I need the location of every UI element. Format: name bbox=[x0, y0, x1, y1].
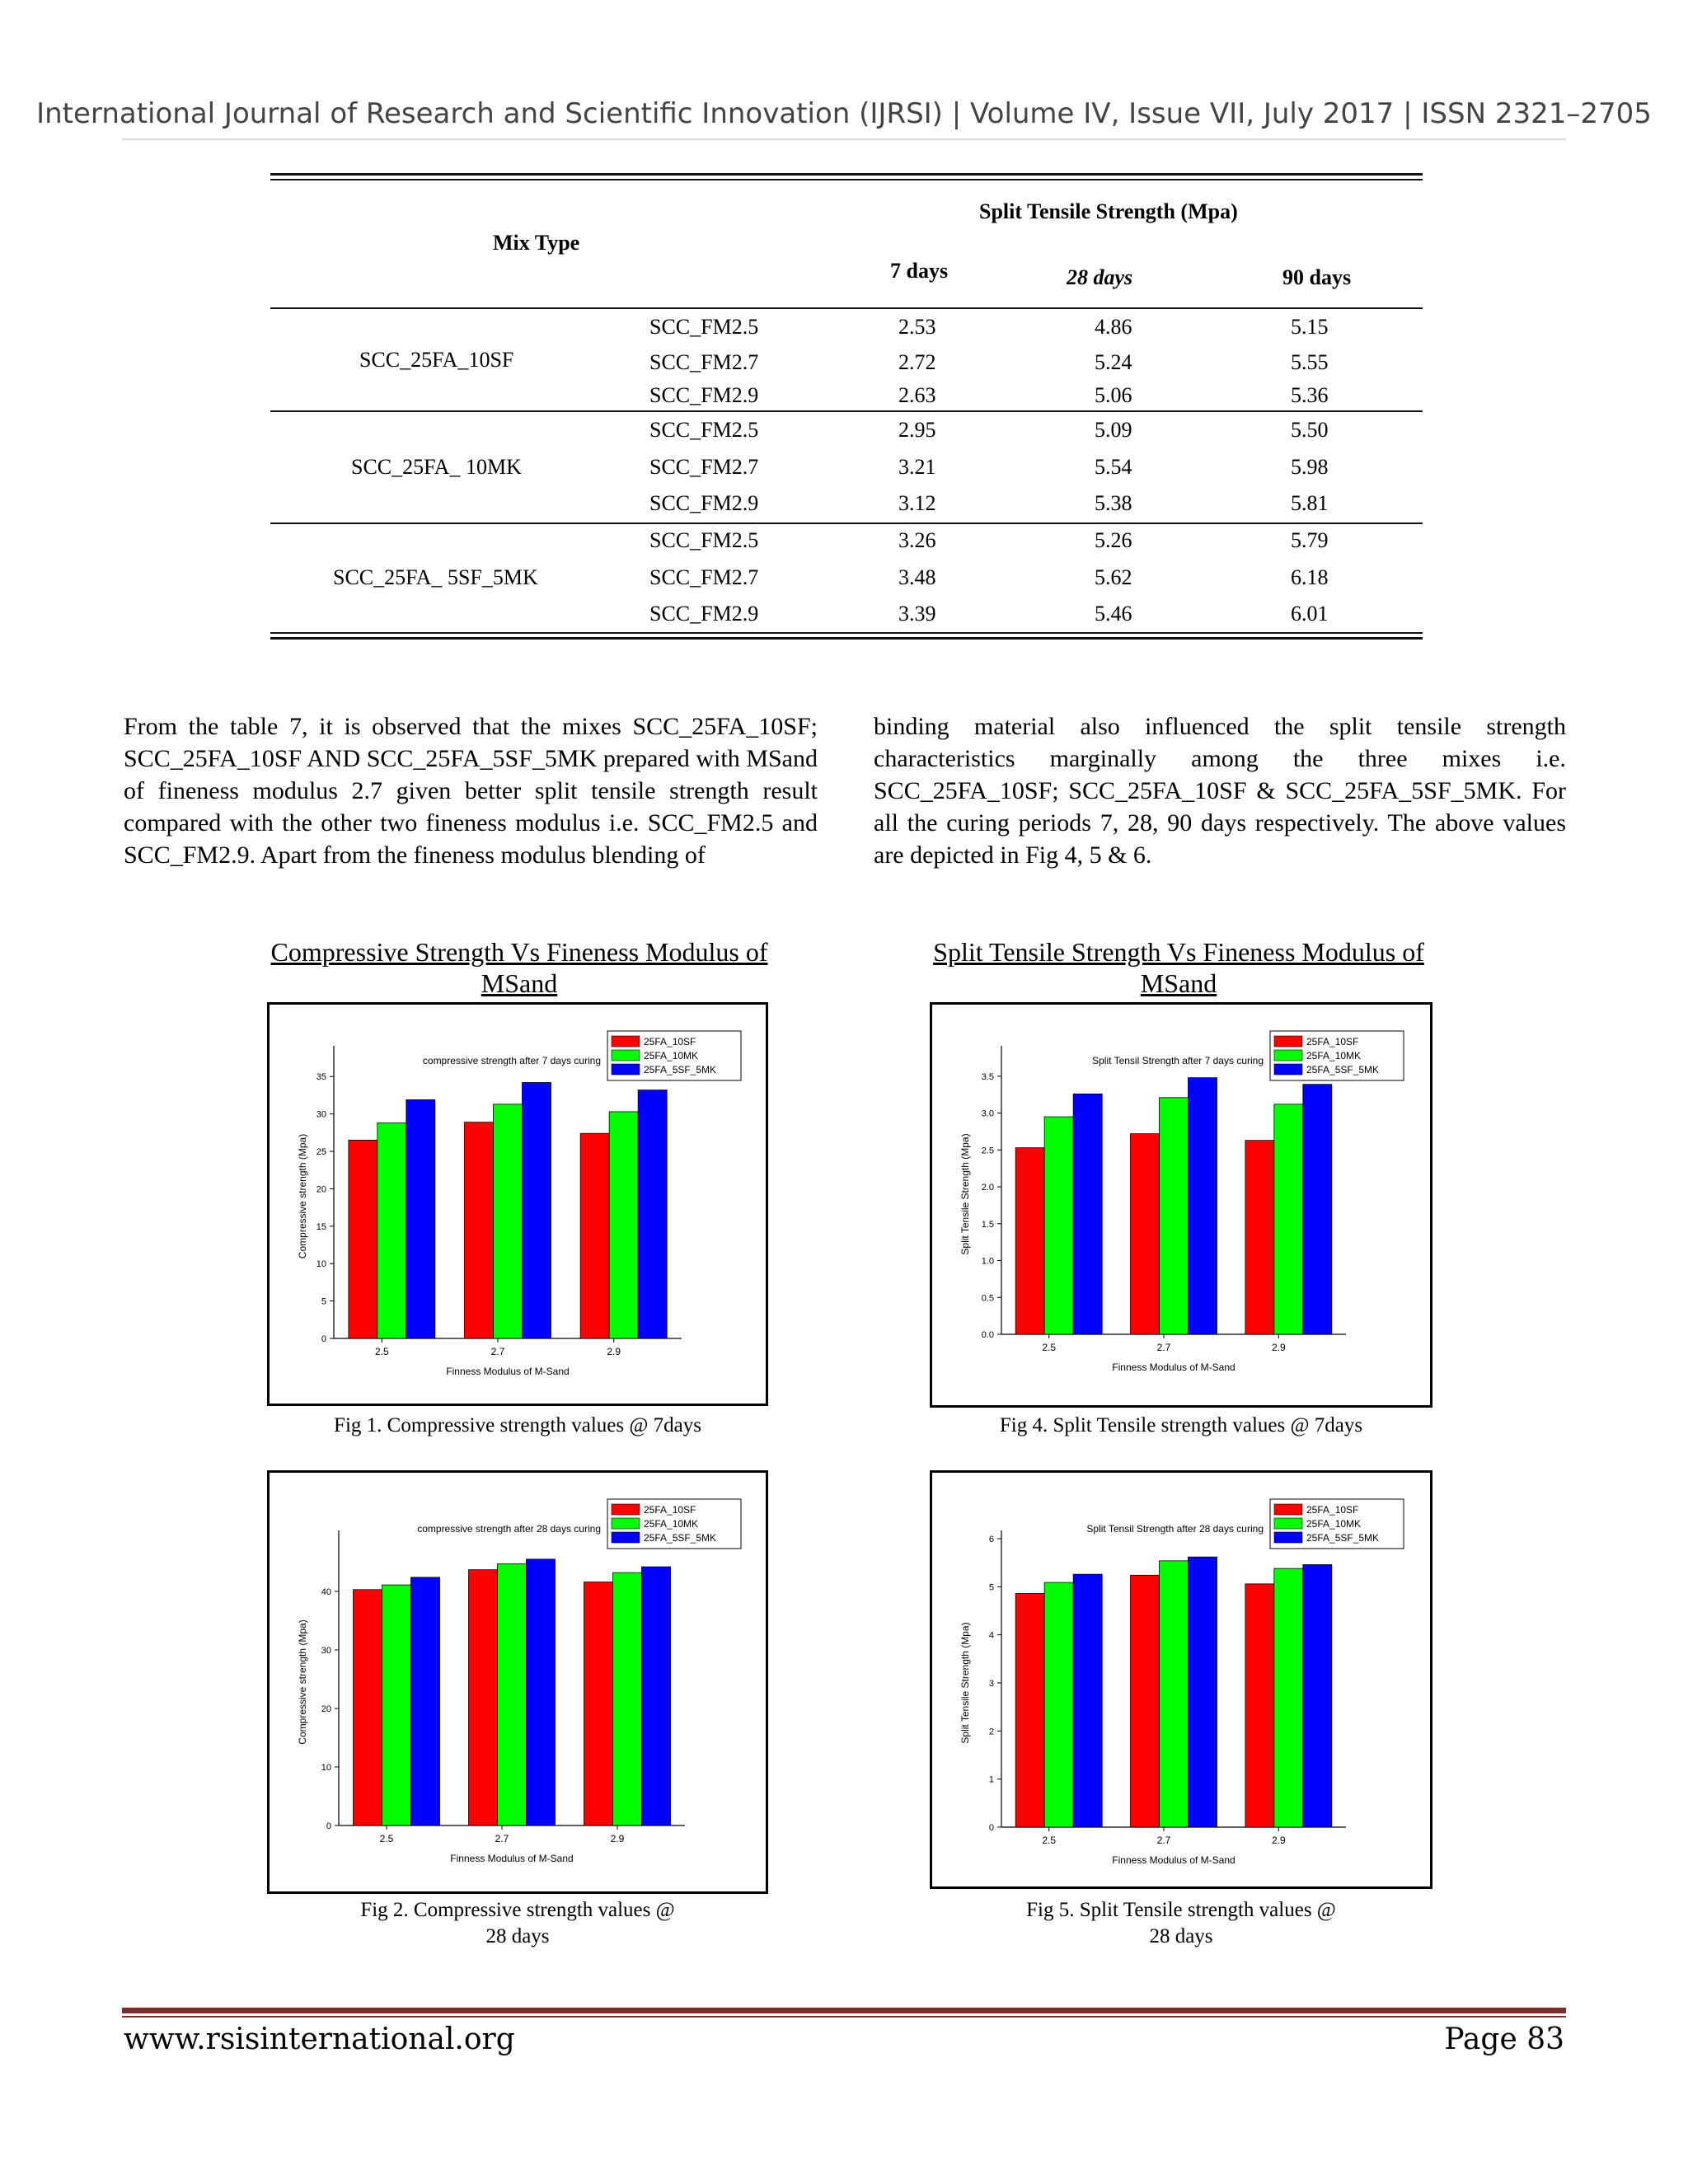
caption-fig2-line1: Fig 2. Compressive strength values @ bbox=[360, 1899, 675, 1921]
legend-swatch bbox=[1274, 1036, 1302, 1047]
y-axis-label: Split Tensile Strength (Mpa) bbox=[959, 1133, 971, 1255]
row-7d: 3.21 bbox=[898, 455, 936, 479]
bar-25fa_10mk-2.7 bbox=[1160, 1561, 1189, 1827]
x-tick-label: 2.7 bbox=[490, 1346, 505, 1357]
row-7d: 3.48 bbox=[898, 565, 936, 589]
legend-label: 25FA_10SF bbox=[1306, 1036, 1359, 1047]
row-28d: 5.26 bbox=[1095, 528, 1132, 552]
chart-title: compressive strength after 28 days curing bbox=[417, 1523, 601, 1535]
y-axis-label: Compressive strength (Mpa) bbox=[297, 1619, 308, 1745]
row-90d: 5.81 bbox=[1291, 491, 1329, 515]
figure-4-split-7d bbox=[930, 1002, 1432, 1408]
y-tick-label: 15 bbox=[316, 1221, 326, 1232]
x-tick-label: 2.9 bbox=[610, 1833, 625, 1844]
bar-25fa_10sf-2.5 bbox=[1015, 1594, 1044, 1828]
y-tick-label: 6 bbox=[988, 1535, 994, 1544]
caption-fig5-line1: Fig 5. Split Tensile strength values @ bbox=[1026, 1899, 1336, 1921]
group-rule bbox=[270, 410, 1423, 412]
y-tick-label: 20 bbox=[316, 1184, 326, 1195]
row-90d: 6.18 bbox=[1291, 565, 1329, 589]
legend-label: 25FA_10SF bbox=[1306, 1504, 1359, 1516]
caption-fig5-line2: 28 days bbox=[1149, 1925, 1213, 1947]
row-7d: 2.95 bbox=[898, 418, 936, 442]
legend-label: 25FA_5SF_5MK bbox=[1306, 1064, 1380, 1076]
x-tick-label: 2.7 bbox=[1156, 1342, 1171, 1353]
row-90d: 5.15 bbox=[1291, 315, 1329, 339]
legend-label: 25FA_10SF bbox=[644, 1504, 696, 1516]
y-tick-label: 2 bbox=[988, 1727, 994, 1737]
row-28d: 5.54 bbox=[1095, 455, 1132, 479]
row-7d: 3.12 bbox=[898, 491, 936, 515]
x-tick-label: 2.7 bbox=[495, 1833, 509, 1844]
footer-url[interactable]: www.rsisinternational.org bbox=[124, 2022, 515, 2056]
row-7d: 2.72 bbox=[898, 350, 936, 374]
header-90-days: 90 days bbox=[1282, 265, 1352, 289]
y-tick-label: 3 bbox=[988, 1679, 994, 1689]
y-tick-label: 10 bbox=[316, 1259, 326, 1270]
x-axis-label: Finness Modulus of M-Sand bbox=[1112, 1361, 1236, 1373]
table-top-rule-2 bbox=[270, 179, 1423, 180]
bar-25fa_10mk-2.9 bbox=[613, 1572, 642, 1825]
x-axis-label: Finness Modulus of M-Sand bbox=[450, 1853, 574, 1864]
legend-label: 25FA_5SF_5MK bbox=[644, 1064, 717, 1076]
y-tick-label: 3.5 bbox=[981, 1071, 994, 1082]
row-90d: 5.98 bbox=[1291, 455, 1329, 479]
left-figure-title: Compressive Strength Vs Fineness Modulus of MSand bbox=[270, 937, 768, 998]
y-tick-label: 0 bbox=[988, 1823, 994, 1833]
bar-25fa_10sf-2.9 bbox=[1245, 1141, 1274, 1334]
chart-fig1 bbox=[270, 1005, 766, 1404]
legend-swatch bbox=[1274, 1064, 1302, 1075]
bar-25fa_10mk-2.5 bbox=[1044, 1117, 1073, 1334]
caption-fig2-line2: 28 days bbox=[485, 1925, 550, 1947]
bar-25fa_10mk-2.7 bbox=[498, 1564, 527, 1825]
y-tick-label: 20 bbox=[321, 1704, 331, 1714]
y-tick-label: 3.0 bbox=[981, 1108, 994, 1119]
header-divider bbox=[122, 138, 1566, 140]
bar-25fa_10mk-2.7 bbox=[494, 1104, 523, 1338]
chart-fig4 bbox=[932, 1005, 1430, 1405]
y-tick-label: 40 bbox=[321, 1586, 331, 1597]
y-tick-label: 0.5 bbox=[981, 1293, 994, 1304]
x-tick-label: 2.5 bbox=[379, 1833, 394, 1844]
y-tick-label: 1 bbox=[988, 1774, 994, 1785]
chart-fig2 bbox=[270, 1473, 766, 1891]
legend-label: 25FA_10SF bbox=[644, 1036, 696, 1047]
row-fm: SCC_FM2.5 bbox=[649, 528, 759, 552]
legend-swatch bbox=[612, 1036, 640, 1047]
y-tick-label: 1.5 bbox=[981, 1219, 994, 1230]
y-tick-label: 0 bbox=[326, 1821, 331, 1831]
legend-label: 25FA_10MK bbox=[1306, 1518, 1362, 1530]
legend-label: 25FA_10MK bbox=[644, 1518, 699, 1530]
row-90d: 5.50 bbox=[1291, 418, 1329, 442]
bar-25fa_10mk-2.9 bbox=[1274, 1568, 1303, 1827]
legend-label: 25FA_5SF_5MK bbox=[1306, 1532, 1380, 1544]
y-tick-label: 2.5 bbox=[981, 1146, 994, 1156]
x-axis-label: Finness Modulus of M-Sand bbox=[1112, 1854, 1236, 1866]
caption-fig1: Fig 1. Compressive strength values @ 7days bbox=[334, 1414, 701, 1436]
row-28d: 5.46 bbox=[1095, 602, 1132, 626]
x-tick-label: 2.9 bbox=[607, 1346, 621, 1357]
figure-5-split-28d bbox=[930, 1470, 1432, 1889]
group-name: SCC_25FA_10SF bbox=[359, 348, 514, 372]
group-name: SCC_25FA_ 5SF_5MK bbox=[333, 565, 538, 589]
legend-swatch bbox=[1274, 1518, 1302, 1529]
row-28d: 5.62 bbox=[1095, 565, 1132, 589]
footer-rule bbox=[122, 2008, 1566, 2013]
bar-25fa_10mk-2.5 bbox=[382, 1585, 411, 1825]
legend-label: 25FA_10MK bbox=[1306, 1050, 1362, 1062]
y-tick-label: 2.0 bbox=[981, 1183, 994, 1193]
right-figure-title: Split Tensile Strength Vs Fineness Modulus of MSand bbox=[933, 937, 1424, 998]
bar-25fa_5sf_5mk-2.9 bbox=[1303, 1085, 1332, 1334]
x-tick-label: 2.9 bbox=[1271, 1835, 1286, 1846]
x-tick-label: 2.5 bbox=[374, 1346, 389, 1357]
caption-fig5 bbox=[930, 1897, 1432, 1950]
body-left-column bbox=[124, 710, 818, 871]
bar-25fa_5sf_5mk-2.7 bbox=[1189, 1557, 1217, 1827]
row-fm: SCC_FM2.9 bbox=[649, 491, 759, 515]
y-tick-label: 35 bbox=[316, 1072, 326, 1083]
group-rule bbox=[270, 523, 1423, 524]
bar-25fa_10mk-2.9 bbox=[609, 1112, 638, 1338]
bar-25fa_10mk-2.7 bbox=[1160, 1098, 1189, 1334]
row-28d: 5.09 bbox=[1095, 418, 1132, 442]
caption-fig4: Fig 4. Split Tensile strength values @ 7days bbox=[999, 1414, 1363, 1436]
y-axis-label: Compressive strength (Mpa) bbox=[297, 1133, 308, 1259]
bar-25fa_10sf-2.5 bbox=[1015, 1148, 1044, 1334]
bar-25fa_5sf_5mk-2.5 bbox=[1073, 1094, 1102, 1334]
body-right-column bbox=[874, 710, 1566, 871]
footer-rule-thin bbox=[122, 2016, 1566, 2018]
x-axis-label: Finness Modulus of M-Sand bbox=[446, 1366, 570, 1377]
legend-swatch bbox=[1274, 1050, 1302, 1061]
y-tick-label: 5 bbox=[988, 1582, 994, 1593]
chart-title: Split Tensil Strength after 7 days curing bbox=[1092, 1055, 1264, 1066]
running-header: International Journal of Research and Scientific Innovation (IJRSI) | Volume IV, Issue VII, July 2017 | ISSN 2321–2705 bbox=[36, 97, 1652, 130]
header-split-tensile: Split Tensile Strength (Mpa) bbox=[979, 199, 1238, 223]
bar-25fa_5sf_5mk-2.7 bbox=[1189, 1078, 1217, 1334]
y-tick-label: 30 bbox=[321, 1645, 331, 1656]
row-90d: 5.55 bbox=[1291, 350, 1329, 374]
row-7d: 3.39 bbox=[898, 602, 936, 626]
bar-25fa_10sf-2.9 bbox=[584, 1582, 613, 1825]
bar-25fa_5sf_5mk-2.5 bbox=[406, 1099, 435, 1338]
row-7d: 3.26 bbox=[898, 528, 936, 552]
table-top-rule bbox=[270, 173, 1423, 176]
bar-25fa_5sf_5mk-2.9 bbox=[1303, 1565, 1332, 1828]
row-fm: SCC_FM2.5 bbox=[649, 315, 759, 339]
group-name: SCC_25FA_ 10MK bbox=[351, 455, 522, 479]
caption-fig2 bbox=[267, 1897, 768, 1950]
bar-25fa_10sf-2.7 bbox=[465, 1122, 494, 1338]
bar-25fa_5sf_5mk-2.5 bbox=[411, 1577, 440, 1825]
row-28d: 5.24 bbox=[1095, 350, 1132, 374]
paragraph-right: binding material also influenced the split tensile strength characteristics marginally among the three mixes i.e. SCC_25FA_10SF; SCC_25FA_10SF & SCC_25FA_5SF_5MK. For all the curing periods 7, 28, 90 days respectively. The above values are depicted in Fig 4, 5 & 6. bbox=[874, 713, 1566, 869]
bar-25fa_10sf-2.5 bbox=[349, 1140, 377, 1338]
x-tick-label: 2.7 bbox=[1156, 1835, 1171, 1846]
bar-25fa_10sf-2.5 bbox=[354, 1590, 382, 1825]
bar-25fa_10sf-2.7 bbox=[1131, 1575, 1160, 1827]
legend-swatch bbox=[612, 1064, 640, 1075]
page-number: Page 83 bbox=[1444, 2022, 1564, 2056]
bar-25fa_10mk-2.5 bbox=[377, 1123, 406, 1338]
bar-25fa_5sf_5mk-2.9 bbox=[642, 1567, 671, 1825]
table-header-rule bbox=[270, 307, 1423, 309]
table-bottom-rule bbox=[270, 632, 1423, 634]
y-tick-label: 0 bbox=[321, 1334, 326, 1344]
figure-1-compressive-7d bbox=[267, 1002, 768, 1406]
y-tick-label: 30 bbox=[316, 1109, 326, 1120]
legend-swatch bbox=[612, 1050, 640, 1061]
y-tick-label: 1.0 bbox=[981, 1256, 994, 1267]
paragraph-left: From the table 7, it is observed that the mixes SCC_25FA_10SF; SCC_25FA_10SF AND SCC_25FA_5SF_5MK prepared with MSand of fineness modulus 2.7 given better split tensile strength result compared with the other two fineness modulus i.e. SCC_FM2.5 and SCC_FM2.9. Apart from the fineness modulus blending of bbox=[124, 713, 818, 869]
bar-25fa_5sf_5mk-2.5 bbox=[1073, 1574, 1102, 1827]
row-28d: 5.06 bbox=[1095, 383, 1132, 407]
bar-25fa_10mk-2.5 bbox=[1044, 1582, 1073, 1827]
row-fm: SCC_FM2.7 bbox=[649, 455, 759, 479]
y-tick-label: 0.0 bbox=[981, 1330, 994, 1340]
chart-fig5 bbox=[932, 1473, 1430, 1886]
bar-25fa_10sf-2.9 bbox=[580, 1133, 609, 1338]
bar-25fa_10sf-2.7 bbox=[469, 1570, 498, 1825]
y-tick-label: 25 bbox=[316, 1147, 326, 1158]
x-tick-label: 2.5 bbox=[1042, 1835, 1057, 1846]
legend-label: 25FA_10MK bbox=[644, 1050, 699, 1062]
row-7d: 2.53 bbox=[898, 315, 936, 339]
row-7d: 2.63 bbox=[898, 383, 936, 407]
header-28-days: 28 days bbox=[1067, 265, 1133, 289]
table-bottom-rule-2 bbox=[270, 637, 1423, 640]
bar-25fa_5sf_5mk-2.9 bbox=[638, 1090, 667, 1338]
y-tick-label: 10 bbox=[321, 1762, 331, 1773]
bar-25fa_5sf_5mk-2.7 bbox=[523, 1083, 551, 1339]
legend-swatch bbox=[612, 1518, 640, 1529]
bar-25fa_10sf-2.7 bbox=[1131, 1134, 1160, 1334]
legend-swatch bbox=[612, 1532, 640, 1543]
legend-swatch bbox=[1274, 1532, 1302, 1543]
row-fm: SCC_FM2.9 bbox=[649, 602, 759, 626]
row-28d: 4.86 bbox=[1095, 315, 1132, 339]
y-axis-label: Split Tensile Strength (Mpa) bbox=[959, 1622, 971, 1744]
bar-25fa_10mk-2.9 bbox=[1274, 1104, 1303, 1334]
chart-title: Split Tensil Strength after 28 days curing bbox=[1086, 1523, 1264, 1535]
row-90d: 5.36 bbox=[1291, 383, 1329, 407]
row-28d: 5.38 bbox=[1095, 491, 1132, 515]
y-tick-label: 5 bbox=[321, 1296, 326, 1307]
row-90d: 6.01 bbox=[1291, 602, 1329, 626]
chart-title: compressive strength after 7 days curing bbox=[422, 1055, 601, 1066]
y-tick-label: 4 bbox=[988, 1630, 994, 1641]
x-tick-label: 2.9 bbox=[1271, 1342, 1286, 1353]
x-tick-label: 2.5 bbox=[1042, 1342, 1057, 1353]
row-fm: SCC_FM2.7 bbox=[649, 565, 759, 589]
row-90d: 5.79 bbox=[1291, 528, 1329, 552]
bar-25fa_10sf-2.9 bbox=[1245, 1584, 1274, 1827]
row-fm: SCC_FM2.7 bbox=[649, 350, 759, 374]
header-mix-type: Mix Type bbox=[493, 231, 580, 255]
row-fm: SCC_FM2.9 bbox=[649, 383, 759, 407]
legend-label: 25FA_5SF_5MK bbox=[644, 1532, 717, 1544]
bar-25fa_5sf_5mk-2.7 bbox=[527, 1559, 556, 1825]
row-fm: SCC_FM2.5 bbox=[649, 418, 759, 442]
legend-swatch bbox=[612, 1504, 640, 1515]
header-7-days: 7 days bbox=[890, 259, 949, 283]
legend-swatch bbox=[1274, 1504, 1302, 1515]
figure-2-compressive-28d bbox=[267, 1470, 768, 1894]
